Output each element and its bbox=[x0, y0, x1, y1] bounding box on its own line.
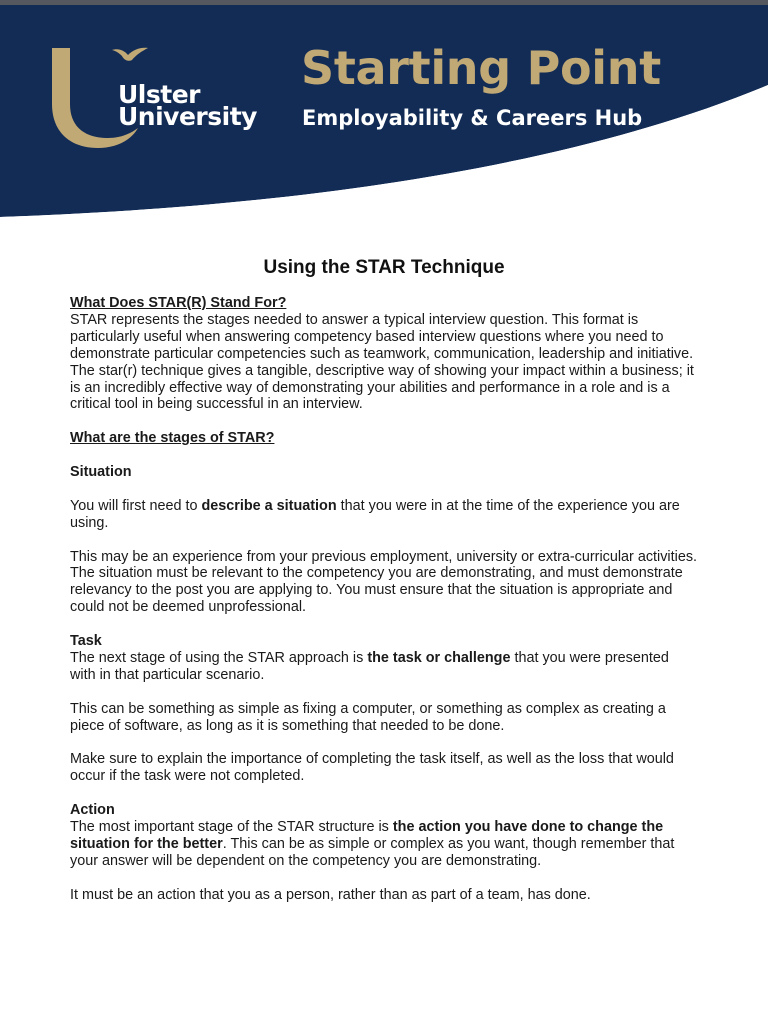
university-wordmark bbox=[118, 80, 257, 131]
logo-line-1: Ulster bbox=[118, 80, 200, 109]
intro-heading: What Does STAR(R) Stand For? bbox=[70, 295, 287, 311]
action-paragraph-1: The most important stage of the STAR structure is the action you have done to change the situation for the better. This can be as simple or complex as you want, though remember that your answer will be dependent on the competency you are demonstrating. bbox=[70, 818, 675, 869]
document-body bbox=[70, 256, 698, 903]
situation-paragraph-1: You will first need to describe a situation that you were in at the time of the experience you are using. bbox=[70, 497, 680, 531]
task-paragraph-3: Make sure to explain the importance of completing the task itself, as well as the loss that would occur if the task were not completed. bbox=[70, 751, 674, 785]
action-heading: Action bbox=[70, 802, 115, 819]
task-heading: Task bbox=[70, 633, 102, 650]
intro-paragraph: STAR represents the stages needed to answer a typical interview question. This format is particularly useful when answering competency based interview questions where you need to demonstrate particular competencies such as teamwork, communication, leadership and initiative. The star(r) technique gives a tangible, descriptive way of showing your impact within a business; it is an incredibly effective way of demonstrating your abilities and performance in a role and is a critical tool in being successful in an interview. bbox=[70, 311, 694, 413]
task-paragraph-2: This can be something as simple as fixing a computer, or something as complex as creating a piece of software, as long as it is something that needed to be done. bbox=[70, 700, 666, 734]
document-title: Using the STAR Technique bbox=[263, 257, 505, 278]
logo-line-2: University bbox=[118, 102, 257, 131]
task-paragraph-1: The next stage of using the STAR approach is the task or challenge that you were presented with in that particular scenario. bbox=[70, 649, 669, 683]
action-paragraph-2: It must be an action that you as a person, rather than as part of a team, has done. bbox=[70, 886, 591, 903]
situation-paragraph-2: This may be an experience from your previous employment, university or extra-curricular activities. The situation must be relevant to the competency you are demonstrating, and must demonstrate relevancy to the post you are applying to. You must ensure that the situation is appropriate and could not be deemed unprofessional. bbox=[70, 548, 698, 616]
hub-subtitle: Employability & Careers Hub bbox=[302, 106, 643, 130]
hub-title: Starting Point bbox=[301, 41, 661, 95]
situation-heading: Situation bbox=[70, 464, 132, 481]
stages-heading: What are the stages of STAR? bbox=[70, 430, 275, 447]
